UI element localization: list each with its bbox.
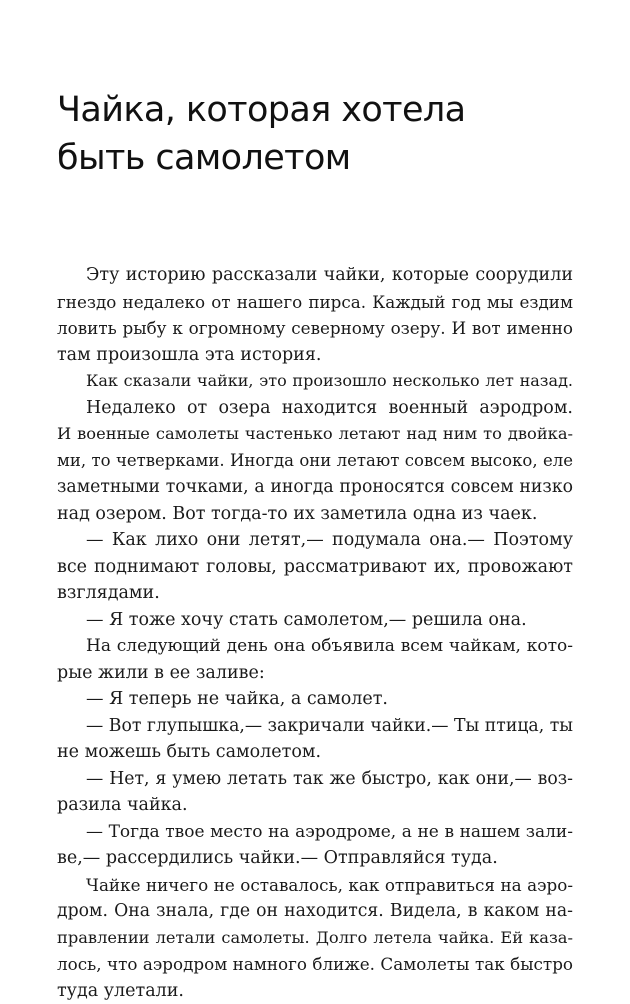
text-line: Чайке ничего не оставалось, как отправиться на аэро- [57,872,573,899]
text-line: — Как лихо они летят,— подумала она.— Поэтому [57,527,573,554]
text-line: — Я тоже хочу стать самолетом,— решила она. [57,607,573,634]
text-line: ми, то четверками. Иногда они летают совсем высоко, еле [57,448,573,475]
text-line: — Нет, я умею летать так же быстро, как они,— воз- [57,766,573,793]
text-line: ловить рыбу к огромному северному озеру. И вот именно [57,315,573,342]
text-line: взглядами. [57,580,573,607]
text-line: заметными точками, а иногда проносятся совсем низко [57,474,573,501]
text-line: Эту историю рассказали чайки, которые соорудили [57,262,573,289]
chapter-body [57,262,573,1004]
text-line: ве,— рассердились чайки.— Отправляйся туда. [57,845,573,872]
chapter-title-line: быть самолетом [57,134,577,182]
text-line: — Вот глупышка,— закричали чайки.— Ты птица, ты [57,713,573,740]
text-line: — Я теперь не чайка, а самолет. [57,686,573,713]
text-line: Недалеко от озера находится военный аэродром. [57,395,573,422]
text-line: — Тогда твое место на аэродроме, а не в нашем зали- [57,819,573,846]
text-line: гнездо недалеко от нашего пирса. Каждый год мы ездим [57,289,573,316]
text-line: разила чайка. [57,792,573,819]
text-line: туда улетали. [57,978,573,1004]
text-line: правлении летали самолеты. Долго летела чайка. Ей каза- [57,925,573,952]
text-line: И военные самолеты частенько летают над ним то двойка- [57,421,573,448]
text-line: лось, что аэродром намного ближе. Самолеты так быстро [57,951,573,978]
text-line: На следующий день она объявила всем чайкам, кото- [57,633,573,660]
chapter-title-line: Чайка, которая хотела [57,86,577,134]
text-line: там произошла эта история. [57,342,573,369]
text-line: Как сказали чайки, это произошло несколько лет назад. [57,368,573,395]
text-line: дром. Она знала, где он находится. Видела, в каком на- [57,898,573,925]
text-line: рые жили в ее заливе: [57,660,573,687]
text-line: все поднимают головы, рассматривают их, провожают [57,554,573,581]
chapter-title [57,86,577,182]
text-line: над озером. Вот тогда-то их заметила одна из чаек. [57,501,573,528]
text-line: не можешь быть самолетом. [57,739,573,766]
